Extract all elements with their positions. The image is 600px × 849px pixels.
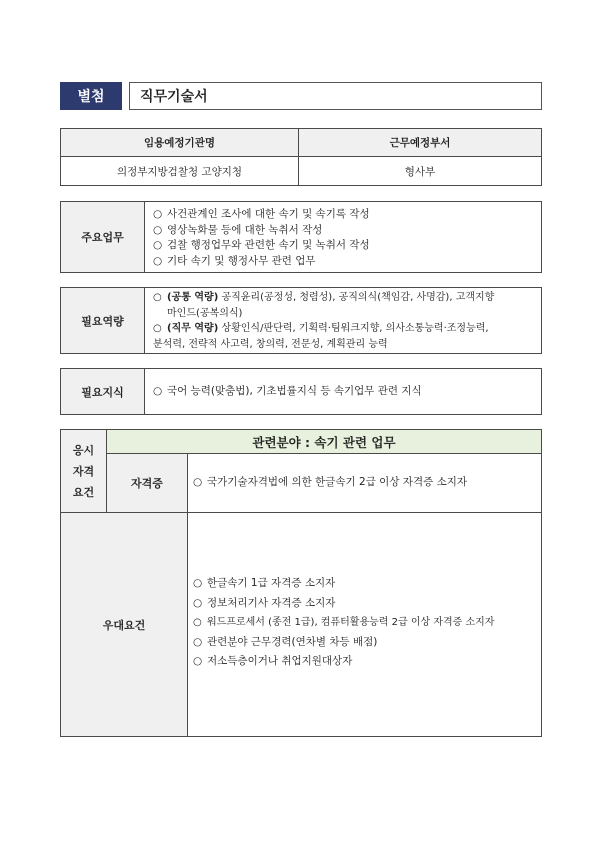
list-item-continued: 분석력, 전략적 사고력, 창의력, 전문성, 계획관리 능력 (153, 338, 388, 350)
org-header-agency: 임용예정기관명 (61, 129, 299, 157)
competency-section (60, 287, 542, 354)
main-duties-label: 주요업무 (61, 202, 145, 272)
document-title: 직무기술서 (129, 82, 542, 110)
circle-bullet-icon: ○ (153, 385, 163, 397)
competency-list (153, 290, 541, 352)
org-table (60, 128, 542, 186)
circle-bullet-icon: ○ (193, 655, 203, 668)
annex-badge: 별첨 (60, 82, 122, 110)
org-value-agency: 의정부지방검찰청 고양지청 (61, 157, 299, 185)
list-item: ○ (공통 역량) 공직윤리(공정성, 청렴성), 공직의식(책임감, 사명감), 고객지향 (153, 290, 541, 306)
circle-bullet-icon: ○ (153, 208, 163, 220)
list-item: ○ 기타 속기 및 행정사무 관련 업무 (153, 254, 538, 270)
circle-bullet-icon: ○ (153, 254, 163, 267)
list-item: ○ 한글속기 1급 자격증 소지자 (193, 574, 539, 594)
main-duties-section (60, 201, 542, 273)
circle-bullet-icon: ○ (193, 476, 203, 489)
list-item: ○ 워드프로세서 (종전 1급), 컴퓨터활용능력 2급 이상 자격증 소지자 (193, 613, 539, 633)
circle-bullet-icon: ○ (153, 223, 163, 236)
list-item-continued: 마인드(공복의식) (167, 307, 243, 319)
list-item: ○ 저소득층이거나 취업지원대상자 (193, 652, 539, 672)
competency-label: 필요역량 (61, 288, 145, 353)
circle-bullet-icon: ○ (153, 323, 162, 334)
circle-bullet-icon: ○ (193, 596, 203, 609)
list-item: ○ 사건관계인 조사에 대한 속기 및 속기록 작성 (153, 207, 538, 223)
requirements-section (60, 429, 542, 737)
circle-bullet-icon: ○ (153, 239, 163, 251)
requirements-side-label: 응시 자격 요건 (61, 430, 107, 513)
list-item: ○ 관련분야 근무경력(연차별 차등 배점) (193, 633, 539, 653)
cert-label: 자격증 (107, 454, 188, 513)
list-item: ○ 검찰 행정업무와 관련한 속기 및 녹취서 작성 (153, 238, 538, 254)
preference-list (193, 574, 539, 672)
list-item: ○ (직무 역량) 상황인식/판단력, 기획력‧팀워크지향, 의사소통능력‧조정능력, (153, 321, 541, 337)
circle-bullet-icon: ○ (193, 617, 202, 629)
knowledge-section (60, 368, 542, 415)
list-item: ○ 정보처리기사 자격증 소지자 (193, 594, 539, 614)
org-value-dept: 형사부 (404, 165, 436, 178)
org-header-dept: 근무예정부서 (299, 129, 541, 157)
cert-text: ○ 국가기술자격법에 의한 한글속기 2급 이상 자격증 소지자 (188, 454, 541, 513)
circle-bullet-icon: ○ (193, 635, 203, 648)
circle-bullet-icon: ○ (193, 577, 203, 589)
knowledge-label: 필요지식 (61, 369, 145, 414)
field-title: 관련분야 : 속기 관련 업무 (107, 430, 541, 454)
main-duties-list (153, 207, 538, 269)
preference-label: 우대요건 (61, 513, 188, 736)
circle-bullet-icon: ○ (153, 292, 162, 303)
knowledge-text: ○ 국어 능력(맞춤법), 기초법률지식 등 속기업무 관련 지식 (153, 384, 538, 400)
list-item: ○ 영상녹화물 등에 대한 녹취서 작성 (153, 223, 538, 239)
